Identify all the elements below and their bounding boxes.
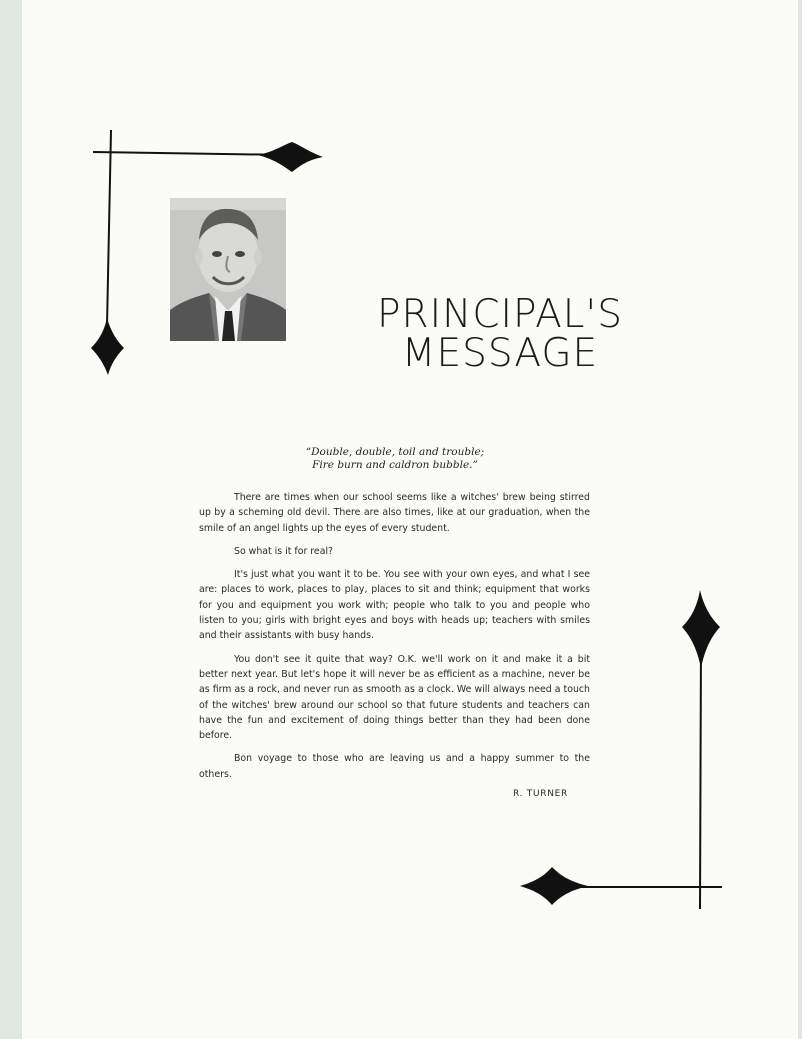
message-body [199,490,590,790]
page-title [360,292,640,376]
quote-line-1: “Double, double, toil and trouble; [305,446,485,458]
portrait-image [170,198,286,341]
message-paragraph-1: There are times when our school seems like a witches' brew being stirred up by a scheming old devil. There are also times, like at our graduation, when the smile of an angel lights up the eyes of every student. [199,492,590,534]
message-paragraph-2: So what is it for real? [234,545,334,557]
diamond-star-icon-left [91,318,124,375]
page-title-line-2: MESSAGE [401,331,599,376]
opening-quote [250,446,540,472]
message-paragraph-4: You don't see it quite that way? O.K. we'll work on it and make it a bit better next year. But let's hope it will never be as efficient as a machine, never be as firm as a rock, and never run as smooth as a clock. We will always need a touch of the witches' brew around our school so that future students and teachers can have the fun and excitement of doing things better than they had been done before. [199,653,590,742]
diamond-star-icon-right [682,590,720,668]
page-title-line-1: PRINCIPAL'S [377,292,623,337]
message-paragraph-5: Bon voyage to those who are leaving us and a happy summer to the others. [199,753,590,780]
diamond-star-icon-top [258,142,323,172]
message-paragraph-3: It's just what you want it to be. You see with your own eyes, and what I see are: places to work, places to play, places to sit and think; equipment that works for you and equipment you work with; people who talk to you and people who listen to you; girls with bright eyes and boys with heads up; teachers with smiles and their assistants with busy hands. [199,569,590,642]
diamond-star-icon-bottom [520,867,588,905]
principal-photo [170,198,286,341]
quote-line-2: Fire burn and caldron bubble.” [312,459,478,471]
principal-signature: R. TURNER [513,789,568,799]
